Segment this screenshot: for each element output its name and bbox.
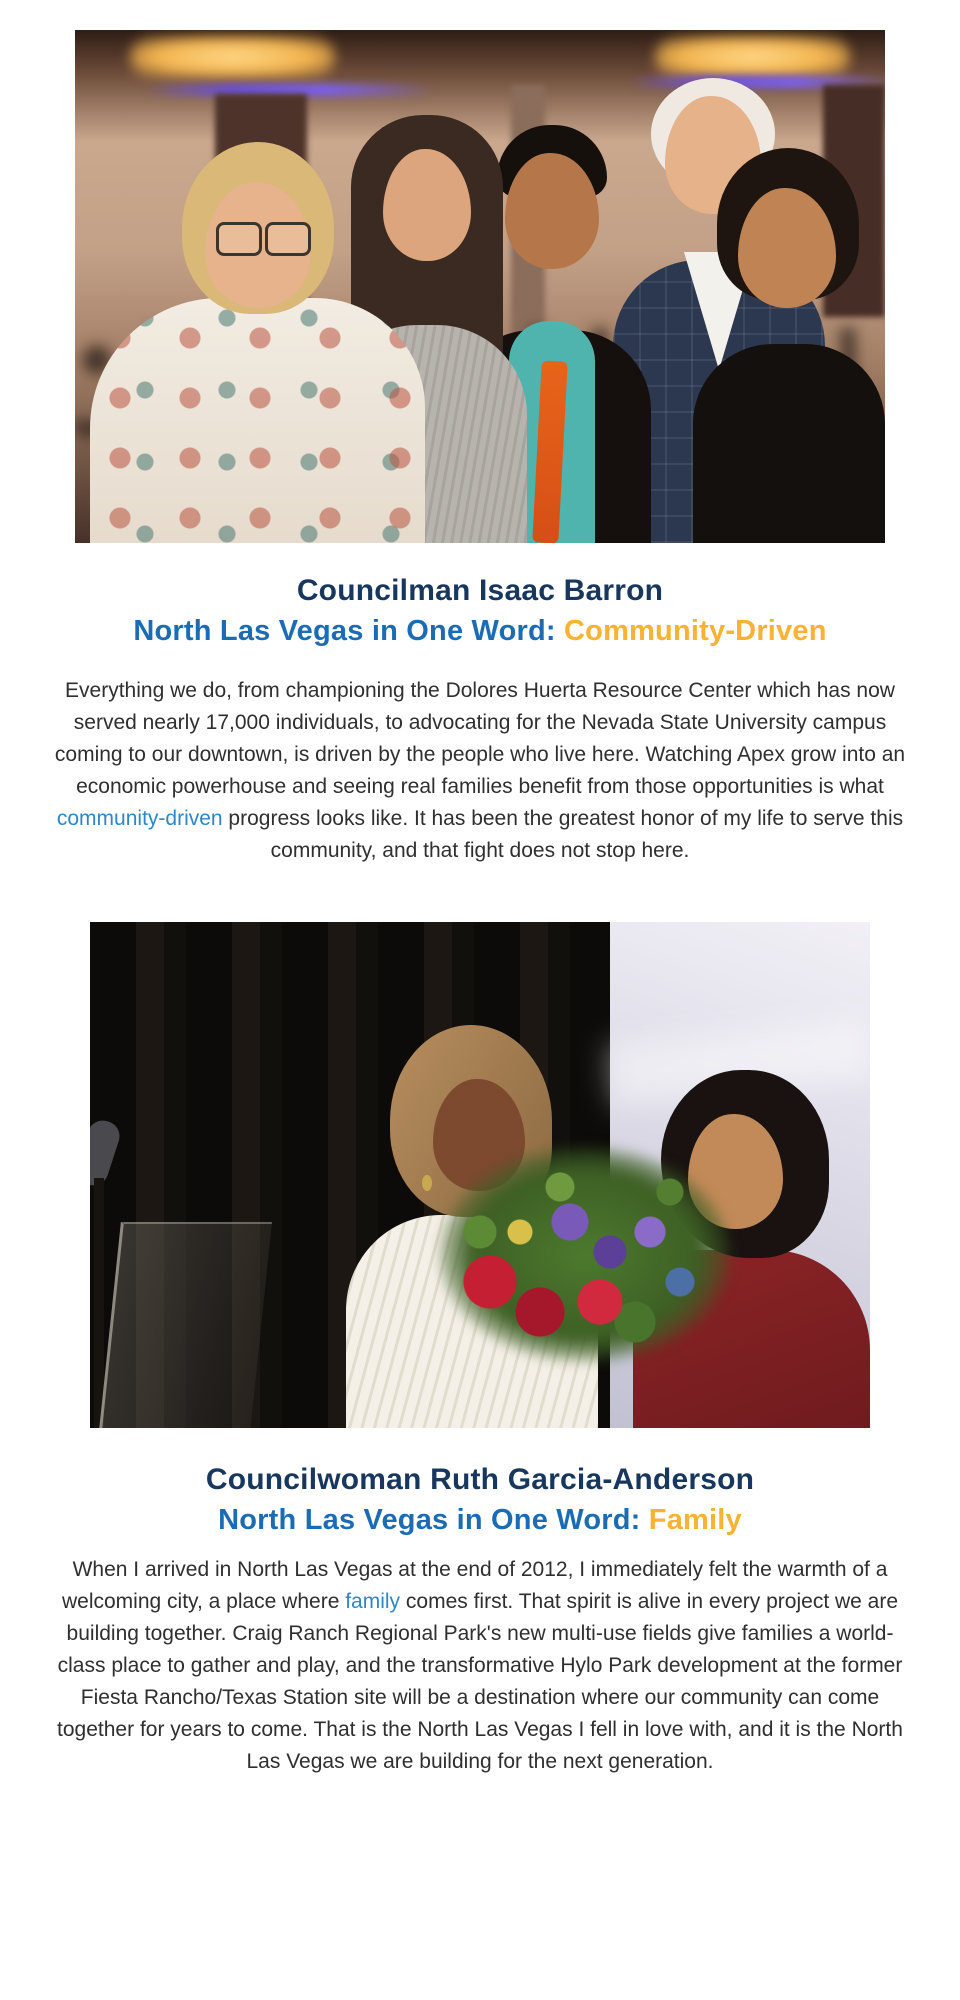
section-ruth-garcia-anderson — [0, 922, 960, 1778]
photo2-flower-bouquet — [448, 1160, 723, 1365]
barron-group-photo — [75, 30, 885, 543]
one-word-value: Family — [648, 1504, 742, 1536]
quote-text: When I arrived in North Las Vegas at the end of 2012, I immediately felt the warmth of a welcoming city, a place where — [61, 1558, 888, 1613]
family-link[interactable]: family — [345, 1590, 401, 1613]
garcia-anderson-bouquet-photo — [90, 922, 870, 1428]
councilmember-name-heading: Councilman Isaac Barron — [296, 574, 664, 607]
gold-earring — [422, 1175, 432, 1191]
garcia-anderson-quote-paragraph — [49, 1554, 911, 1778]
barron-quote-paragraph — [49, 675, 911, 867]
one-word-label: North Las Vegas in One Word: — [133, 615, 565, 647]
quote-text: progress looks like. It has been the greatest honor of my life to serve this community, and that fight does not stop here. — [222, 807, 904, 862]
one-word-value: Community-Driven — [564, 615, 827, 647]
black-blazer — [693, 344, 885, 543]
photo1-person-woman-floral-dress — [90, 130, 425, 543]
quote-text: Everything we do, from championing the Dolores Huerta Resource Center which has now served nearly 17,000 individuals, to advocating for the Nevada State University campus coming to our downtown, is driven by the people who live here. Watching Apex grow into an economic powerhouse and seeing real families benefit from those opportunities is what — [54, 679, 906, 798]
floral-dress — [90, 298, 425, 543]
photo1-ceiling-light-left — [130, 36, 335, 78]
eyeglasses — [216, 222, 262, 256]
section-isaac-barron — [0, 30, 960, 867]
community-driven-link[interactable]: community-driven — [56, 807, 223, 830]
one-word-subheading — [0, 613, 960, 649]
councilmember-name-heading: Councilwoman Ruth Garcia-Anderson — [205, 1463, 755, 1496]
photo1-person-woman-black-blazer — [693, 148, 885, 543]
photo2-glass-podium — [99, 1222, 272, 1428]
one-word-subheading — [0, 1502, 960, 1538]
quote-text: comes first. That spirit is alive in every project we are building together. Craig Ranch Regional Park's new multi-use fields give families a world-class place to gather and play, and the transformative Hylo Park development at the former Fiesta Rancho/Texas Station site will be a destination where our community can come together for years to come. That is the North Las Vegas I fell in love with, and it is the North Las Vegas we are building for the next generation. — [57, 1590, 903, 1773]
one-word-label: North Las Vegas in One Word: — [218, 1504, 649, 1536]
